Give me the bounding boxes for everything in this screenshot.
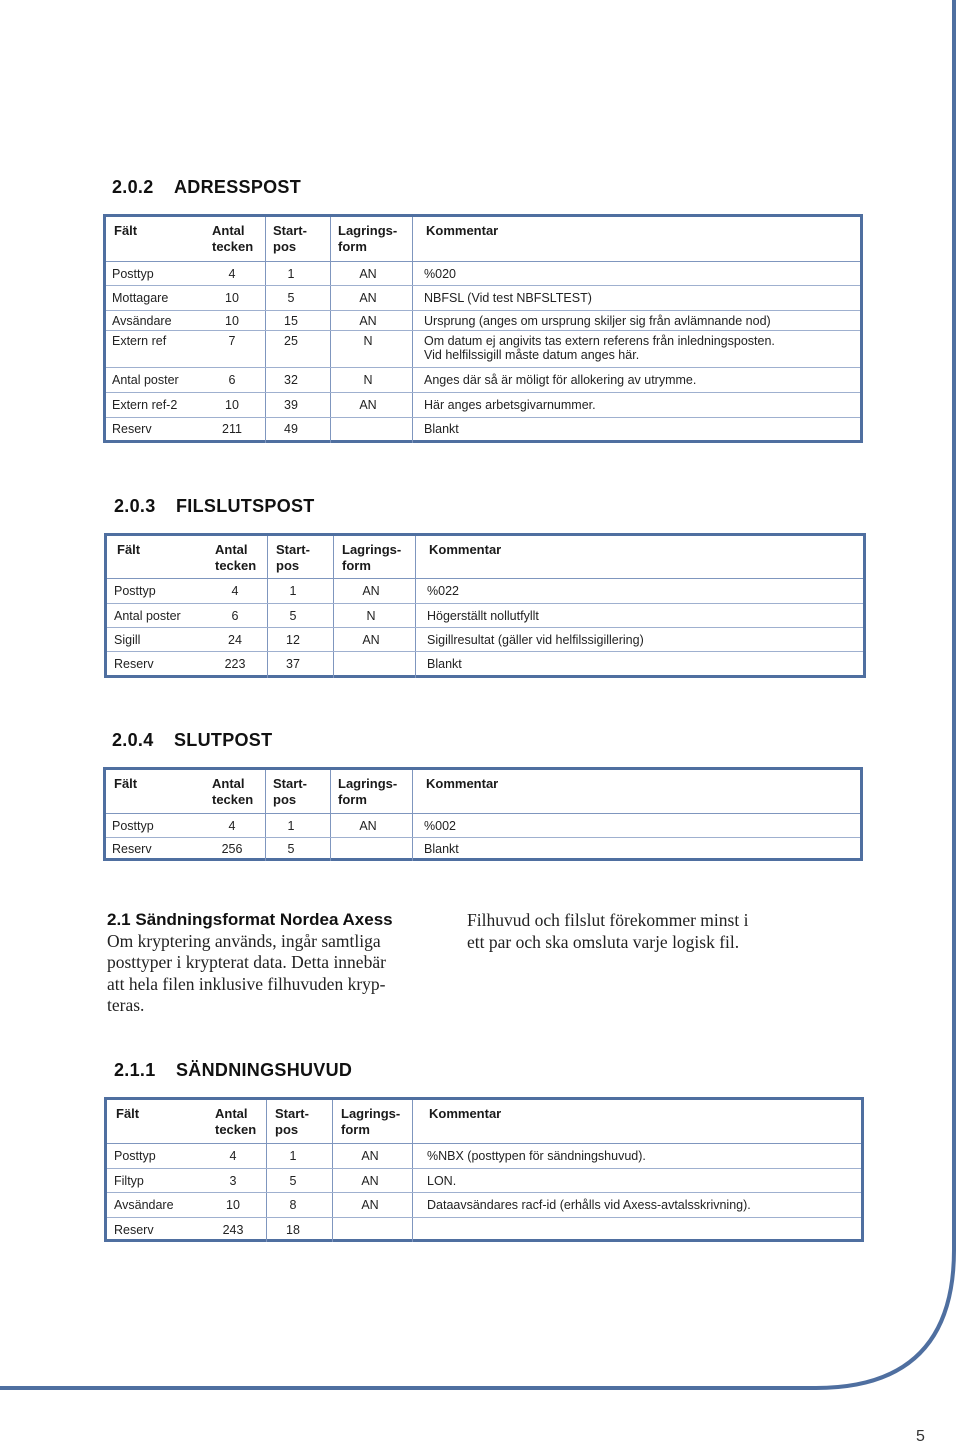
body-line: Om kryptering används, ingår samtliga	[107, 930, 381, 951]
cell-start: 5	[289, 1174, 297, 1188]
section-number: 2.0.3	[114, 496, 156, 516]
section-title: SLUTPOST	[174, 730, 273, 750]
section-number: 2.0.4	[112, 730, 154, 750]
header-start-2: pos	[273, 792, 297, 807]
cell-falt: Posttyp	[114, 1149, 156, 1163]
table-row	[107, 1169, 861, 1193]
table-header	[107, 536, 863, 579]
header-start-1: Start-	[275, 1106, 309, 1121]
cell-antal: 7	[228, 334, 236, 348]
cell-falt: Avsändare	[112, 314, 172, 328]
section-heading-sandningshuvud	[114, 1060, 352, 1081]
cell-falt: Extern ref-2	[112, 398, 178, 412]
header-antal-2: tecken	[215, 558, 257, 573]
header-lagring	[338, 776, 397, 808]
section-title: FILSLUTSPOST	[176, 496, 315, 516]
header-antal-1: Antal	[212, 223, 245, 238]
cell-start: 8	[289, 1198, 297, 1212]
table-header	[106, 217, 860, 262]
cell-start: 18	[286, 1223, 300, 1237]
table-row	[106, 393, 860, 418]
cell-antal: 10	[225, 398, 239, 412]
header-start-2: pos	[275, 1122, 299, 1137]
cell-form: AN	[359, 291, 377, 305]
cell-start: 1	[289, 584, 297, 598]
cell-kommentar: Här anges arbetsgivarnummer.	[424, 398, 596, 412]
header-antal-1: Antal	[215, 542, 248, 557]
cell-antal: 6	[228, 373, 236, 387]
cell-kommentar: Blankt	[424, 422, 459, 436]
table-row	[106, 418, 860, 440]
table-row	[107, 652, 863, 676]
cell-kommentar: NBFSL (Vid test NBFSLTEST)	[424, 291, 592, 305]
header-start	[273, 223, 307, 255]
header-falt: Fält	[116, 1106, 140, 1121]
cell-antal: 4	[228, 267, 236, 281]
cell-antal: 10	[225, 314, 239, 328]
table-row	[106, 814, 860, 838]
cell-kommentar: Ursprung (anges om ursprung skiljer sig från avlämnande nod)	[424, 314, 771, 328]
cell-form: AN	[362, 584, 380, 598]
cell-kommentar: Om datum ej angivits tas extern referens från inledningsposten.	[424, 334, 775, 348]
header-start-2: pos	[276, 558, 300, 573]
header-lagring	[341, 1106, 400, 1138]
header-lag-2: form	[342, 558, 371, 573]
body-line: Filhuvud och filslut förekommer minst i	[467, 910, 749, 930]
cell-falt: Reserv	[112, 842, 152, 856]
cell-kommentar: Blankt	[424, 842, 459, 856]
cell-form: AN	[359, 398, 377, 412]
header-antal-2: tecken	[212, 792, 254, 807]
header-start-2: pos	[273, 239, 297, 254]
cell-falt: Antal poster	[114, 609, 181, 623]
cell-start: 12	[286, 633, 300, 647]
header-start	[273, 776, 307, 808]
table-row	[106, 368, 860, 393]
table-row	[107, 1193, 861, 1218]
adresspost-table	[103, 214, 863, 443]
cell-start: 1	[289, 1149, 297, 1163]
cell-form: N	[363, 373, 373, 387]
header-kommentar: Kommentar	[426, 776, 499, 791]
cell-falt: Reserv	[114, 657, 154, 671]
table-row	[106, 286, 860, 311]
cell-form: N	[366, 609, 376, 623]
table-row	[106, 262, 860, 286]
cell-form: AN	[359, 314, 377, 328]
body-line: att hela filen inklusive filhuvuden kryp-	[107, 973, 386, 994]
section-number: 2.0.2	[112, 177, 154, 197]
header-antal-2: tecken	[215, 1122, 257, 1137]
cell-antal: 10	[225, 291, 239, 305]
cell-antal: 4	[229, 1149, 237, 1163]
cell-start: 1	[287, 819, 295, 833]
body-line: ett par och ska omsluta varje logisk fil.	[467, 931, 740, 952]
slutpost-table	[103, 767, 863, 861]
cell-antal: 24	[228, 633, 242, 647]
table-row	[106, 311, 860, 331]
cell-falt: Posttyp	[112, 267, 154, 281]
cell-start: 37	[286, 657, 300, 671]
header-kommentar: Kommentar	[429, 542, 502, 557]
cell-antal: 243	[222, 1223, 244, 1237]
filslutspost-table	[104, 533, 866, 678]
cell-antal: 223	[224, 657, 246, 671]
cell-start: 32	[284, 373, 298, 387]
cell-falt: Avsändare	[114, 1198, 174, 1212]
body-line: posttyper i krypterat data. Detta innebär	[107, 952, 386, 972]
header-lag-1: Lagrings-	[342, 542, 402, 557]
cell-form: AN	[361, 1149, 379, 1163]
cell-falt: Antal poster	[112, 373, 179, 387]
header-kommentar: Kommentar	[426, 223, 499, 238]
cell-kommentar: %002	[424, 819, 456, 833]
section-title: ADRESSPOST	[174, 177, 302, 197]
cell-kommentar: LON.	[427, 1174, 457, 1188]
cell-antal: 4	[231, 584, 239, 598]
cell-start: 49	[284, 422, 298, 436]
cell-form: N	[363, 334, 373, 348]
table-row	[106, 838, 860, 861]
cell-kommentar: Anges där så är möligt för allokering av utrymme.	[424, 373, 697, 387]
cell-falt: Posttyp	[114, 584, 156, 598]
header-lag-2: form	[341, 1122, 370, 1137]
cell-start: 25	[284, 334, 298, 348]
table-row	[107, 604, 863, 628]
header-start-1: Start-	[273, 776, 307, 791]
cell-start: 5	[287, 842, 295, 856]
cell-start: 5	[289, 609, 297, 623]
header-lagring	[338, 223, 397, 255]
cell-kommentar: Blankt	[427, 657, 462, 671]
section-heading-slutpost	[112, 730, 272, 751]
cell-falt: Reserv	[112, 422, 152, 436]
table-row	[107, 1144, 861, 1169]
cell-form: AN	[359, 267, 377, 281]
cell-antal: 10	[226, 1198, 240, 1212]
cell-antal: 6	[231, 609, 239, 623]
section-title: SÄNDNINGSHUVUD	[176, 1060, 353, 1080]
cell-start: 1	[287, 267, 295, 281]
header-antal-1: Antal	[215, 1106, 248, 1121]
sandningshuvud-table	[104, 1097, 864, 1242]
header-lag-1: Lagrings-	[338, 223, 398, 238]
table-header	[106, 770, 860, 814]
cell-falt: Filtyp	[114, 1174, 144, 1188]
table-row	[107, 579, 863, 604]
header-antal	[215, 1106, 256, 1138]
cell-kommentar: %NBX (posttypen för sändningshuvud).	[427, 1149, 646, 1163]
header-start	[276, 542, 310, 574]
cell-falt: Extern ref	[112, 334, 167, 348]
cell-kommentar: %020	[424, 267, 456, 281]
section-heading-adresspost	[112, 177, 301, 198]
header-kommentar: Kommentar	[429, 1106, 502, 1121]
header-lag-2: form	[338, 239, 367, 254]
cell-antal: 256	[221, 842, 243, 856]
header-falt: Fält	[114, 223, 138, 238]
header-start-1: Start-	[273, 223, 307, 238]
section-heading-filslutspost	[114, 496, 315, 517]
header-antal-1: Antal	[212, 776, 245, 791]
header-falt: Fält	[114, 776, 138, 791]
cell-falt: Mottagare	[112, 291, 169, 305]
cell-kommentar: Sigillresultat (gäller vid helfilssigillering)	[427, 633, 644, 647]
cell-kommentar-line2: Vid helfilssigill måste datum anges här.	[424, 348, 640, 362]
cell-form: AN	[361, 1174, 379, 1188]
cell-start: 39	[284, 398, 298, 412]
cell-kommentar: %022	[427, 584, 459, 598]
table-row	[107, 1218, 861, 1242]
cell-falt: Sigill	[114, 633, 141, 647]
section-number: 2.1.1	[114, 1060, 156, 1080]
section-21-left	[107, 909, 447, 1017]
header-antal	[212, 223, 253, 255]
cell-falt: Posttyp	[112, 819, 154, 833]
table-row	[107, 628, 863, 652]
header-lag-2: form	[338, 792, 367, 807]
section-21-title: 2.1 Sändningsformat Nordea Axess	[107, 910, 393, 929]
cell-antal: 3	[229, 1174, 237, 1188]
header-lag-1: Lagrings-	[338, 776, 398, 791]
header-start	[275, 1106, 309, 1138]
header-antal	[212, 776, 253, 808]
cell-kommentar: Högerställt nollutfyllt	[427, 609, 539, 623]
cell-form: AN	[361, 1198, 379, 1212]
table-header	[107, 1100, 861, 1144]
cell-antal: 4	[228, 819, 236, 833]
cell-start: 15	[284, 314, 298, 328]
header-lag-1: Lagrings-	[341, 1106, 401, 1121]
header-lagring	[342, 542, 401, 574]
header-start-1: Start-	[276, 542, 310, 557]
section-21-right	[467, 910, 807, 953]
cell-falt: Reserv	[114, 1223, 154, 1237]
cell-kommentar: Dataavsändares racf-id (erhålls vid Axess-avtalsskrivning).	[427, 1198, 751, 1212]
header-antal-2: tecken	[212, 239, 254, 254]
table-row	[106, 331, 860, 368]
page-number: 5	[916, 1428, 925, 1445]
cell-form: AN	[362, 633, 380, 647]
header-falt: Fält	[117, 542, 141, 557]
body-line: teras.	[107, 995, 145, 1015]
header-antal	[215, 542, 256, 574]
cell-antal: 211	[222, 422, 242, 436]
cell-start: 5	[287, 291, 295, 305]
cell-form: AN	[359, 819, 377, 833]
